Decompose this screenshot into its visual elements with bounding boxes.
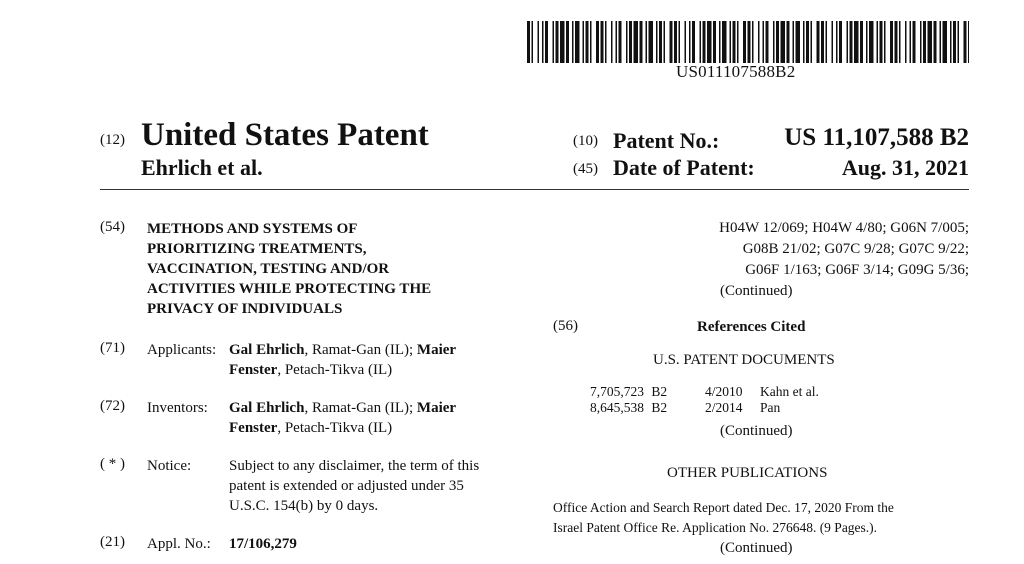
code-21: (21): [100, 534, 125, 550]
code-56: (56): [553, 318, 578, 334]
classification-line: G08B 21/02; G07C 9/28; G07C 9/22;: [742, 241, 969, 257]
title-line: PRIVACY OF INDIVIDUALS: [147, 301, 343, 317]
references-title: References Cited: [697, 319, 806, 335]
title-line: PRIORITIZING TREATMENTS,: [147, 241, 367, 257]
header-divider: [100, 189, 969, 190]
inventors-label: Inventors:: [147, 400, 208, 416]
doc-number: 8,645,538: [590, 400, 644, 415]
title-line: VACCINATION, TESTING AND/OR: [147, 261, 390, 277]
code-72: (72): [100, 398, 125, 414]
continued-3: (Continued): [720, 540, 793, 556]
appl-no-label: Appl. No.:: [147, 536, 211, 552]
code-54: (54): [100, 219, 125, 235]
authors: Ehrlich et al.: [141, 155, 263, 180]
appl-no-value: 17/106,279: [229, 536, 297, 552]
classification-line: H04W 12/069; H04W 4/80; G06N 7/005;: [719, 220, 969, 236]
us-doc-row: [590, 384, 667, 400]
applicant-location: , Ramat-Gan (IL);: [304, 342, 417, 358]
inventors-value: [229, 398, 456, 438]
inventor-name: Fenster: [229, 420, 278, 436]
doc-number: 7,705,723: [590, 384, 644, 399]
inventor-name: Gal Ehrlich: [229, 400, 305, 416]
notice-text: [229, 456, 479, 516]
applicant-name: Gal Ehrlich: [229, 342, 305, 358]
us-doc-row-date: 2/2014: [705, 400, 743, 415]
patent-date: Aug. 31, 2021: [841, 155, 969, 180]
notice-line: U.S.C. 154(b) by 0 days.: [229, 498, 379, 514]
other-pubs-title: OTHER PUBLICATIONS: [667, 465, 828, 481]
notice-line: patent is extended or adjusted under 35: [229, 478, 464, 494]
continued-2: (Continued): [720, 423, 793, 439]
applicants-value: [229, 340, 456, 380]
other-pub-line: Office Action and Search Report dated Dec. 17, 2020 From the: [553, 500, 894, 515]
classifications: [719, 218, 969, 281]
notice-label: Notice:: [147, 458, 192, 474]
code-12: (12): [100, 132, 125, 148]
inventor-location: , Ramat-Gan (IL);: [304, 400, 417, 416]
title-line: METHODS AND SYSTEMS OF: [147, 221, 358, 237]
inventor-name: Maier: [416, 400, 457, 416]
patent-no-label: Patent No.:: [613, 128, 720, 153]
code-71: (71): [100, 340, 125, 356]
barcode-number: US011107588B2: [676, 62, 796, 81]
applicant-name: Maier: [416, 342, 457, 358]
continued-1: (Continued): [720, 283, 793, 299]
applicant-name: Fenster: [229, 362, 278, 378]
us-doc-row-date: 4/2010: [705, 384, 743, 399]
patent-number: US 11,107,588 B2: [784, 124, 969, 151]
doc-kind: B2: [651, 384, 668, 399]
inventor-location: , Petach-Tikva (IL): [277, 420, 393, 436]
code-10: (10): [573, 133, 598, 149]
other-pub-line: Israel Patent Office Re. Application No. 276648. (9 Pages.).: [553, 520, 878, 535]
other-pub: [553, 498, 894, 538]
date-label: Date of Patent:: [613, 155, 755, 180]
notice-line: Subject to any disclaimer, the term of this: [229, 458, 480, 474]
applicant-location: , Petach-Tikva (IL): [277, 362, 393, 378]
us-doc-row-name: Kahn et al.: [760, 384, 819, 399]
applicants-label: Applicants:: [147, 342, 217, 358]
patent-type-title: United States Patent: [141, 117, 429, 153]
doc-kind: B2: [651, 400, 668, 415]
code-45: (45): [573, 161, 598, 177]
code-notice: ( * ): [100, 456, 125, 472]
classification-line: G06F 1/163; G06F 3/14; G09G 5/36;: [745, 262, 969, 278]
us-doc-row-name: Pan: [760, 400, 781, 415]
title-line: ACTIVITIES WHILE PROTECTING THE: [147, 281, 432, 297]
barcode: [527, 21, 969, 63]
us-docs-title: U.S. PATENT DOCUMENTS: [653, 352, 835, 368]
invention-title: [147, 219, 431, 319]
us-doc-row: [590, 400, 667, 416]
